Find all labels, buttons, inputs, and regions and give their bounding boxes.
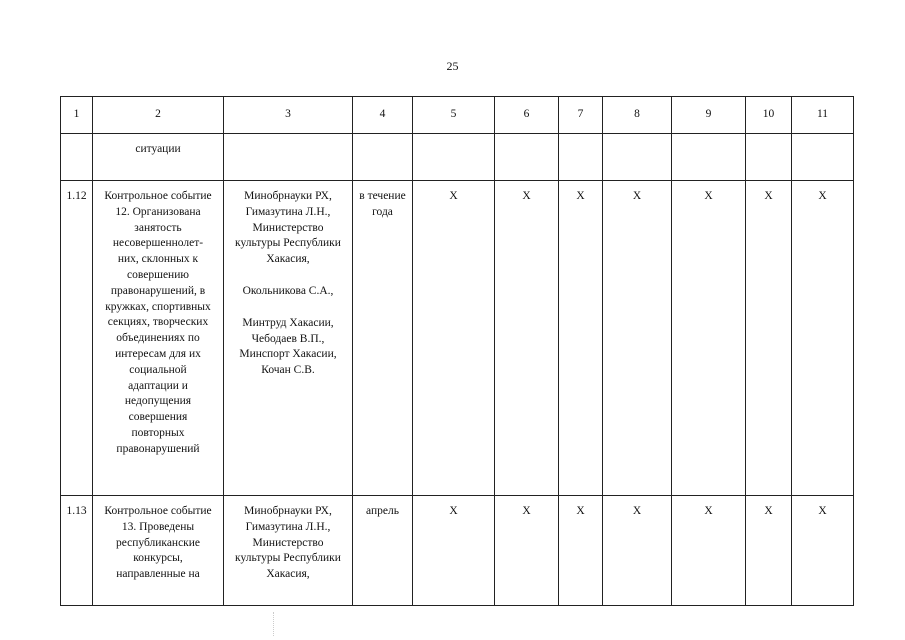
- text-line: апрель: [366, 505, 399, 517]
- mark-cell: Х: [672, 181, 746, 496]
- text-line: Контрольное событие: [104, 190, 212, 202]
- text-line: конкурсы,: [133, 552, 183, 565]
- text-line: объединениях по: [116, 332, 200, 345]
- header-cell: 9: [672, 97, 746, 134]
- deadline: [353, 181, 413, 496]
- row-number: 1.12: [61, 181, 93, 496]
- table-cell: [224, 134, 353, 181]
- header-cell: 8: [603, 97, 672, 134]
- responsible-persons: [224, 496, 353, 606]
- scan-artifact: [273, 612, 275, 636]
- header-cell: 6: [495, 97, 559, 134]
- text-line: адаптации и: [128, 379, 188, 392]
- continuation-row: [61, 134, 854, 181]
- mark-cell: Х: [559, 496, 603, 606]
- text-line: Министерство: [252, 536, 324, 549]
- text-line: несовершеннолет-: [112, 237, 204, 250]
- header-cell: 10: [746, 97, 792, 134]
- text-line: года: [372, 205, 393, 218]
- spacer: [227, 268, 349, 284]
- text-line: республиканские: [115, 536, 201, 549]
- text-line: социальной: [129, 363, 187, 376]
- text-line: повторных: [131, 426, 185, 439]
- plan-table: [60, 96, 854, 606]
- text-line: культуры Республики: [235, 237, 341, 250]
- table-cell: [672, 134, 746, 181]
- text-line: Хакасия,: [266, 253, 310, 266]
- text-line: Окольникова С.А.,: [242, 284, 334, 297]
- text-line: Минобрнауки РХ,: [244, 190, 332, 202]
- text-line: Гимазутина Л.Н.,: [245, 520, 331, 533]
- header-row: [61, 97, 854, 134]
- responsible-persons: [224, 181, 353, 496]
- text-line: Хакасия,: [266, 568, 310, 581]
- text-line: правонарушений, в: [110, 284, 206, 297]
- event-description: [93, 496, 224, 606]
- header-cell: 7: [559, 97, 603, 134]
- text-line: занятость: [134, 221, 182, 234]
- text-line: интересам для их: [115, 347, 201, 360]
- text-line: 12. Организована: [115, 205, 201, 218]
- table-cell: [495, 134, 559, 181]
- text-line: Минспорт Хакасии,: [239, 348, 337, 361]
- text-line: Гимазутина Л.Н.,: [245, 205, 331, 218]
- mark-cell: Х: [559, 181, 603, 496]
- table-cell: [746, 134, 792, 181]
- header-cell: 1: [61, 97, 93, 134]
- table-cell: [792, 134, 854, 181]
- table-row: [61, 496, 854, 606]
- mark-cell: Х: [495, 496, 559, 606]
- text-line: недопущения: [124, 395, 192, 408]
- header-cell: 5: [413, 97, 495, 134]
- header-cell: 3: [224, 97, 353, 134]
- header-cell: 4: [353, 97, 413, 134]
- text-line: совершения: [128, 411, 188, 424]
- text-line: секциях, творческих: [107, 316, 209, 329]
- table-cell: [603, 134, 672, 181]
- text-line: Чебодаев В.П.,: [251, 332, 325, 345]
- mark-cell: Х: [603, 496, 672, 606]
- text-line: правонарушений: [116, 442, 200, 455]
- page-number: 25: [446, 59, 459, 73]
- mark-cell: Х: [792, 181, 854, 496]
- text-line: Минобрнауки РХ,: [244, 505, 332, 517]
- text-line: совершению: [127, 268, 189, 281]
- spacer: [227, 300, 349, 316]
- table-cell: [61, 134, 93, 181]
- mark-cell: Х: [792, 496, 854, 606]
- table-row: [61, 181, 854, 496]
- mark-cell: Х: [413, 496, 495, 606]
- text-line: в течение: [359, 190, 406, 202]
- mark-cell: Х: [603, 181, 672, 496]
- table-cell: [413, 134, 495, 181]
- continuation-text: ситуации: [93, 134, 224, 181]
- deadline: [353, 496, 413, 606]
- mark-cell: Х: [413, 181, 495, 496]
- mark-cell: Х: [746, 496, 792, 606]
- text-line: культуры Республики: [235, 552, 341, 565]
- header-cell: 2: [93, 97, 224, 134]
- text-line: Министерство: [252, 221, 324, 234]
- text-line: Кочан С.В.: [261, 364, 315, 377]
- row-number: 1.13: [61, 496, 93, 606]
- text-line: них, склонных к: [117, 253, 199, 266]
- text-line: 13. Проведены: [121, 520, 195, 533]
- text-line: кружках, спортивных: [105, 300, 211, 313]
- event-description: [93, 181, 224, 496]
- table-cell: [353, 134, 413, 181]
- mark-cell: Х: [746, 181, 792, 496]
- text-line: Контрольное событие: [104, 505, 212, 517]
- mark-cell: Х: [495, 181, 559, 496]
- table-cell: [559, 134, 603, 181]
- text-line: направленные на: [116, 568, 200, 581]
- text-line: Минтруд Хакасии,: [242, 316, 334, 329]
- header-cell: 11: [792, 97, 854, 134]
- mark-cell: Х: [672, 496, 746, 606]
